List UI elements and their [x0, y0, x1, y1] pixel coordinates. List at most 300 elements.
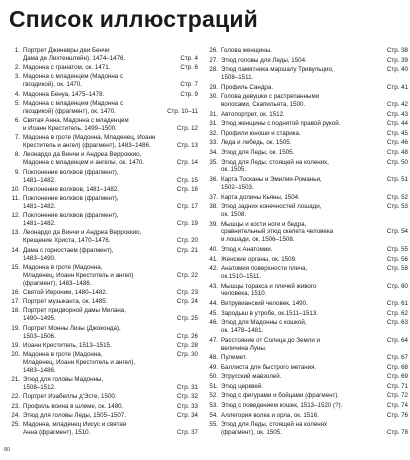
page-reference: Стр. 21 — [176, 246, 198, 254]
item-caption — [221, 111, 369, 119]
list-item — [205, 57, 409, 65]
item-caption — [221, 66, 369, 82]
item-number: 46. — [209, 319, 218, 327]
caption-line: Поклонение волхвов (фрагмент), — [23, 195, 119, 203]
item-number: 31. — [209, 120, 218, 128]
item-number: 53. — [209, 402, 218, 410]
item-number: 13. — [11, 229, 20, 237]
caption-line: Пулемет. — [221, 354, 247, 362]
page-reference: Стр. 61 — [386, 300, 408, 308]
caption-line: Этюд для головы Мадонны, — [23, 376, 104, 384]
list-item — [205, 194, 409, 202]
item-caption — [23, 47, 161, 63]
caption-line: Анна (фрагмент), 1510. — [23, 429, 91, 437]
item-caption — [23, 307, 161, 323]
item-caption — [221, 364, 369, 372]
list-item — [205, 47, 409, 55]
page-reference: Стр. 32 — [176, 393, 198, 401]
list-item — [205, 203, 409, 219]
caption-line: величина Луны. — [221, 344, 267, 352]
item-number: 2. — [14, 64, 20, 72]
page-reference: Стр. 44 — [386, 120, 408, 128]
caption-line: Автопортрет, ок. 1512. — [221, 110, 285, 118]
caption-line: 1483–1486. — [23, 366, 56, 374]
item-caption — [23, 264, 161, 288]
caption-line: Зародыш в утробе, ок.1511–1513. — [221, 309, 318, 317]
caption-line: 1490–1495. — [23, 315, 56, 323]
list-item — [4, 91, 206, 99]
caption-line: Этюд для Мадонны с кошкой, — [221, 319, 307, 327]
page-reference: Стр. 78 — [386, 429, 408, 437]
item-caption — [221, 354, 369, 362]
item-number: 14. — [11, 246, 20, 254]
item-caption — [23, 195, 161, 211]
list-item — [205, 176, 409, 192]
item-caption — [221, 246, 369, 254]
caption-line: Анатомия поверхности плеча, — [221, 265, 308, 273]
item-number: 5. — [14, 99, 20, 107]
caption-line: Профили юноши и старика. — [221, 129, 301, 137]
page-reference: Стр. 69 — [386, 373, 408, 381]
caption-line: Этюд для Леды, стоящей на коленях — [221, 421, 328, 429]
page-reference: Стр. 56 — [386, 255, 408, 263]
caption-line: Этюд головы для Леды, 1504. — [221, 56, 307, 64]
page-reference: Стр. 7 — [180, 81, 198, 89]
list-item — [205, 221, 409, 245]
caption-line: Этюд памятника маршалу Тривульцио, — [221, 66, 334, 74]
item-number: 23. — [11, 402, 20, 410]
list-item — [4, 289, 206, 297]
caption-line: Этрусский мавзолей. — [221, 373, 282, 381]
list-item — [205, 246, 409, 254]
item-caption — [221, 337, 369, 353]
list-item — [4, 342, 206, 350]
page-reference: Стр. 31 — [176, 384, 198, 392]
list-item — [205, 319, 409, 335]
caption-line: Святая Анна, Мадонна с младенцем — [23, 117, 129, 125]
page-title: Список иллюстраций — [9, 6, 258, 32]
item-caption — [23, 421, 161, 437]
item-number: 12. — [11, 212, 20, 220]
page-reference: Стр. 46 — [386, 139, 408, 147]
caption-line: Этюд для Леды, ок. 1505. — [221, 148, 295, 156]
caption-line: Мадонна с младенцем (Мадонна с — [23, 73, 124, 81]
caption-line: гвоздикой), ок. 1470. — [23, 81, 82, 89]
item-caption — [221, 373, 369, 381]
page-reference: Стр. 22 — [176, 271, 198, 279]
caption-line: Профиль воина в шлеме, ок. 1480. — [23, 402, 124, 410]
item-caption — [23, 247, 161, 263]
page-reference: Стр. 26 — [176, 332, 198, 340]
item-caption — [23, 117, 161, 133]
item-number: 27. — [209, 56, 218, 64]
item-number: 1. — [14, 47, 20, 54]
item-caption — [221, 139, 369, 147]
page-reference: Стр. 17 — [176, 202, 198, 210]
item-number: 15. — [11, 263, 20, 271]
caption-line: Профиль Сандра. — [221, 83, 274, 91]
item-number: 26. — [209, 47, 218, 54]
item-number: 32. — [209, 129, 218, 137]
caption-line: Расстояние от Солнца до Земли и — [221, 336, 320, 344]
item-number: 16. — [11, 288, 20, 296]
caption-line: ок.1510–1511. — [221, 273, 262, 280]
caption-line: Креститель и ангел) (фрагмент), 1483–1486. — [23, 142, 151, 150]
page-reference: Стр. 13 — [176, 142, 198, 150]
list-item — [4, 195, 206, 211]
item-caption — [23, 298, 161, 306]
item-caption — [221, 421, 369, 437]
item-number: 34. — [209, 148, 218, 156]
page-reference: Стр. 39 — [386, 56, 408, 64]
list-item — [4, 169, 206, 185]
item-caption — [221, 221, 369, 245]
caption-line: Голова женщины. — [221, 47, 272, 54]
page-reference: Стр. 62 — [386, 309, 408, 317]
page-reference: Стр. 60 — [386, 282, 408, 290]
item-number: 22. — [11, 393, 20, 401]
caption-line: волосами, Скапильята, 1500. — [221, 101, 306, 109]
item-number: 20. — [11, 351, 20, 359]
item-number: 55. — [209, 421, 218, 429]
item-number: 35. — [209, 158, 218, 166]
item-caption — [23, 289, 161, 297]
item-number: 7. — [14, 134, 20, 142]
caption-line: Этюд для головы Леды, 1505–1507. — [23, 411, 126, 419]
caption-line: Портрет Монны Лизы (Джоконда), — [23, 324, 121, 332]
page-reference: Стр. 9 — [180, 90, 198, 98]
caption-line: 1508–1512. — [23, 384, 56, 392]
page-reference: Стр. 43 — [386, 110, 408, 118]
caption-line: гвоздикой) (фрагмент), ок. 1470. — [23, 107, 116, 115]
item-caption — [221, 412, 369, 420]
page-reference: Стр. 72 — [386, 392, 408, 400]
item-caption — [23, 73, 161, 89]
page-reference: Стр. 16 — [176, 185, 198, 193]
page-reference: Стр. 6 — [180, 64, 198, 72]
list-item — [205, 66, 409, 82]
item-caption — [221, 130, 369, 138]
list-item — [4, 100, 206, 116]
list-item — [205, 354, 409, 362]
page-reference: Стр. 50 — [386, 158, 408, 166]
list-item — [205, 412, 409, 420]
caption-line: Этюд женщины с поднятой правой рукой. — [221, 120, 341, 128]
page-reference: Стр. 38 — [386, 47, 408, 54]
item-number: 28. — [209, 66, 218, 74]
caption-line: Голова девушки с растрепанными — [221, 93, 320, 101]
page-reference: Стр. 48 — [386, 148, 408, 156]
list-item — [205, 84, 409, 92]
item-number: 37. — [209, 193, 218, 201]
page-reference: Стр. 12 — [176, 124, 198, 132]
list-item — [4, 117, 206, 133]
caption-line: 1481–1482. — [23, 220, 56, 228]
list-item — [4, 151, 206, 167]
item-caption — [221, 120, 369, 128]
list-item — [205, 93, 409, 109]
item-caption — [23, 229, 161, 245]
item-caption — [221, 149, 369, 157]
caption-line: Дама де Лихтенштейн), 1474–1476. — [23, 54, 126, 62]
item-number: 47. — [209, 336, 218, 344]
caption-line: Дама с горностаем (фрагмент), — [23, 246, 114, 254]
list-item — [4, 421, 206, 437]
list-item — [205, 256, 409, 264]
item-caption — [221, 383, 369, 391]
item-caption — [221, 283, 369, 299]
caption-line: Поклонение волхвов (фрагмент), — [23, 168, 119, 176]
caption-line: Леонардо да Винчи и Андреа Верроккио, — [23, 229, 142, 237]
page-reference: Стр. 4 — [180, 54, 198, 62]
caption-line: Младенец, Иоанн Креститель и ангел) — [23, 271, 134, 279]
page-reference: Стр. 33 — [176, 402, 198, 410]
item-caption — [23, 325, 161, 341]
page-reference: Стр. 15 — [176, 176, 198, 184]
page-reference: Стр. 52 — [386, 193, 408, 201]
list-item — [4, 298, 206, 306]
page-reference: Стр. 10–11 — [167, 107, 198, 115]
page-reference: Стр. 54 — [386, 228, 408, 236]
caption-line: ок. 1505. — [221, 166, 247, 174]
item-caption — [221, 402, 369, 410]
caption-line: Младенец, Иоанн Креститель и ангел), — [23, 359, 136, 366]
caption-line: Баллиста для быстрого метания. — [221, 363, 317, 371]
page-reference: Стр. 63 — [386, 319, 408, 327]
item-number: 25. — [11, 421, 20, 429]
item-number: 41. — [209, 255, 218, 263]
list-item — [205, 383, 409, 391]
page-reference: Стр. 23 — [176, 288, 198, 296]
item-number: 17. — [11, 298, 20, 306]
caption-line: ок. 1508. — [221, 211, 247, 218]
caption-line: Мадонна, младенец Иисус и святая — [23, 421, 127, 429]
item-number: 42. — [209, 265, 218, 273]
caption-line: Мадонна Бенуа, 1475–1478. — [23, 90, 105, 98]
caption-line: (фрагмент), 1483–1486. — [23, 279, 92, 287]
item-caption — [221, 47, 369, 55]
list-item — [4, 351, 206, 375]
item-number: 21. — [11, 376, 20, 384]
list-item — [4, 393, 206, 401]
caption-line: Мадонна с младенцем и ангелы, ок. 1470. — [23, 159, 145, 167]
page-reference: Стр. 41 — [386, 83, 408, 91]
caption-line: Крещение Христа, 1470–1476. — [23, 237, 111, 245]
caption-line: Этюд задних конечностей лошади, — [221, 203, 322, 211]
page-reference: Стр. 14 — [176, 159, 198, 167]
caption-line: Женские органы, ок. 1509. — [221, 255, 297, 263]
page-reference: Стр. 30 — [176, 351, 198, 359]
item-caption — [23, 186, 161, 194]
list-item — [205, 130, 409, 138]
caption-line: 1481–1482. — [23, 203, 56, 210]
list-item — [4, 47, 206, 63]
caption-line: Мадонна в гроте (Мадонна, Младенец, Иоанн — [23, 134, 156, 142]
item-number: 40. — [209, 245, 218, 253]
caption-line: Мышцы торакса и плечей живого — [221, 282, 317, 290]
caption-line: Портрет Джиневры деи Бенчи — [23, 47, 110, 54]
item-caption — [221, 310, 369, 318]
list-item — [4, 247, 206, 263]
page-reference: Стр. 19 — [176, 220, 198, 228]
caption-line: Этюд к Анатомии. — [221, 245, 273, 253]
item-number: 43. — [209, 282, 218, 290]
list-item — [205, 337, 409, 353]
item-number: 52. — [209, 392, 218, 400]
caption-line: Карта Тосканы и Эмилии-Романьи, — [221, 176, 322, 184]
page-reference: Стр. 76 — [386, 411, 408, 419]
item-caption — [221, 265, 369, 281]
item-caption — [221, 84, 369, 92]
item-caption — [23, 169, 161, 185]
item-number: 45. — [209, 309, 218, 317]
page-reference: Стр. 37 — [176, 429, 198, 437]
item-number: 51. — [209, 382, 218, 390]
item-caption — [221, 57, 369, 65]
item-caption — [23, 151, 161, 167]
item-number: 30. — [209, 93, 218, 101]
caption-line: сравнительный этюд скелета человека — [221, 228, 334, 236]
item-number: 38. — [209, 203, 218, 211]
item-caption — [221, 319, 369, 335]
page-reference: Стр. 53 — [386, 203, 408, 211]
item-caption — [23, 403, 161, 411]
caption-line: Аллегория волка и орла, ок. 1516. — [221, 411, 319, 419]
item-caption — [23, 393, 161, 401]
list-item — [205, 300, 409, 308]
item-caption — [221, 176, 369, 192]
caption-line: 1481–1482. — [23, 176, 56, 184]
item-number: 19. — [11, 324, 20, 332]
caption-line: Этюд с поведением кошек, 1513–1520 (?). — [221, 402, 343, 410]
caption-line: Поклонение волхвов, 1481–1482. — [23, 185, 119, 193]
caption-line: Поклонение волхвов (фрагмент), — [23, 212, 119, 220]
list-item — [4, 229, 206, 245]
item-caption — [23, 212, 161, 228]
item-caption — [221, 256, 369, 264]
item-number: 11. — [11, 195, 20, 203]
page-reference: Стр. 25 — [176, 315, 198, 323]
list-item — [205, 283, 409, 299]
item-number: 8. — [14, 151, 20, 159]
caption-line: Мышцы и кости ноги и бедра, — [221, 220, 307, 228]
item-caption — [221, 203, 369, 219]
item-number: 19. — [11, 341, 20, 349]
item-caption — [221, 194, 369, 202]
caption-line: Этюд для Леды, стоящей на коленях, — [221, 158, 329, 166]
item-number: 48. — [209, 354, 218, 362]
page-reference: Стр. 20 — [176, 237, 198, 245]
page-reference: Стр. 71 — [386, 382, 408, 390]
caption-line: Мадонна в гроте (Мадонна, — [23, 351, 103, 359]
page-reference: Стр. 64 — [386, 336, 408, 344]
list-item — [205, 265, 409, 281]
list-item — [4, 134, 206, 150]
caption-line: Карта долины Кьяны, 1504. — [221, 193, 300, 201]
list-item — [4, 64, 206, 72]
item-number: 4. — [14, 90, 20, 98]
caption-line: Витрувианский человек, 1490. — [221, 300, 308, 308]
list-item — [205, 310, 409, 318]
list-item — [4, 376, 206, 392]
caption-line: Этюд церквей. — [221, 382, 264, 390]
item-caption — [221, 392, 369, 400]
page-reference: Стр. 40 — [386, 66, 408, 74]
list-item — [205, 111, 409, 119]
caption-line: Портрет Изабеллы д'Эсте, 1500. — [23, 393, 117, 401]
item-number: 31. — [209, 110, 218, 118]
item-number: 10. — [11, 185, 20, 193]
list-item — [205, 364, 409, 372]
caption-line: 1502–1503. — [221, 183, 254, 191]
item-number: 36. — [209, 176, 218, 184]
item-number: 3. — [14, 73, 20, 81]
item-caption — [23, 91, 161, 99]
list-item — [4, 264, 206, 288]
page-reference: Стр. 67 — [386, 354, 408, 362]
list-item — [205, 421, 409, 437]
caption-line: и Иоанн Креститель, 1499–1500. — [23, 125, 117, 132]
caption-line: Леда и лебедь, ок. 1505. — [221, 139, 292, 147]
item-caption — [23, 100, 161, 116]
page-reference: Стр. 74 — [386, 402, 408, 410]
page-reference: Стр. 28 — [176, 341, 198, 349]
page-reference: Стр. 24 — [176, 298, 198, 306]
caption-line: (фрагмент), ок. 1505. — [221, 429, 282, 437]
item-number: 44. — [209, 300, 218, 308]
item-number: 6. — [14, 117, 20, 125]
list-item — [4, 307, 206, 323]
item-caption — [23, 342, 161, 350]
item-number: 29. — [209, 83, 218, 91]
page-reference: Стр. 45 — [386, 129, 408, 137]
caption-line: и лошади, ок. 1506–1508. — [221, 236, 295, 244]
caption-line: ок. 1478–1481. — [221, 327, 264, 335]
item-number: 49. — [209, 363, 218, 371]
list-item — [205, 120, 409, 128]
list-item — [205, 139, 409, 147]
caption-line: Святой Иероним, 1480–1482. — [23, 288, 108, 296]
page-number: 80 — [4, 447, 11, 453]
caption-line: 1483–1490. — [23, 254, 56, 262]
item-number: 54. — [209, 411, 218, 419]
item-number: 18. — [11, 307, 20, 315]
caption-line: Портрет музыканта, ок. 1485. — [23, 298, 108, 306]
item-number: 50. — [209, 373, 218, 381]
item-caption — [221, 159, 369, 175]
item-caption — [23, 412, 161, 420]
item-number: 39. — [209, 220, 218, 228]
page-reference: Стр. 55 — [386, 245, 408, 253]
caption-line: Мадонна в гроте (Мадонна, — [23, 263, 103, 271]
list-item — [4, 212, 206, 228]
item-number: 9. — [14, 168, 20, 176]
list-item — [205, 402, 409, 410]
list-item — [4, 186, 206, 194]
list-item — [205, 373, 409, 381]
item-caption — [221, 300, 369, 308]
item-caption — [221, 93, 369, 109]
list-item — [4, 73, 206, 89]
page-reference: Стр. 68 — [386, 363, 408, 371]
list-item — [205, 392, 409, 400]
list-item — [205, 149, 409, 157]
item-caption — [23, 376, 161, 392]
item-caption — [23, 134, 161, 150]
page-reference: Стр. 42 — [386, 101, 408, 109]
caption-line: человека, 1510. — [221, 290, 267, 298]
page-reference: Стр. 51 — [386, 176, 408, 184]
